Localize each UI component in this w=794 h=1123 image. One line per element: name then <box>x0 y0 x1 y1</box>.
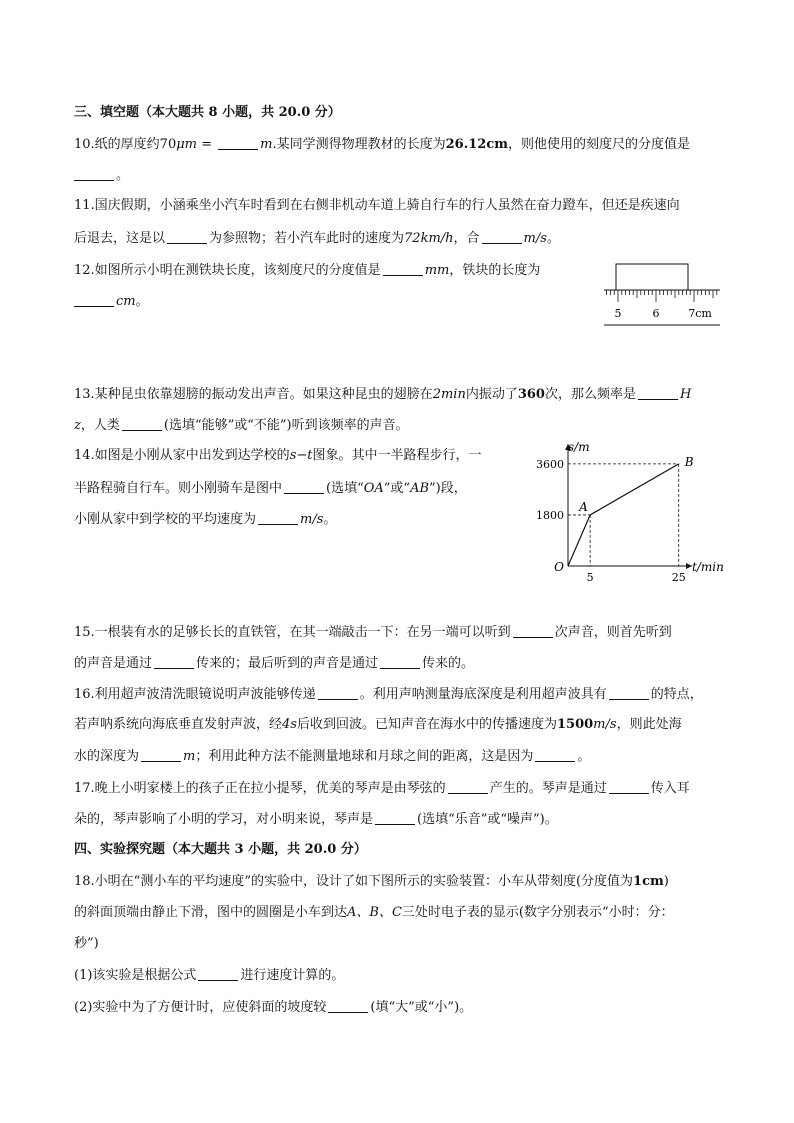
question-11-line-2 <box>74 229 560 248</box>
point-label-a: A <box>579 499 588 514</box>
q18-blank-1[interactable] <box>198 966 238 981</box>
q16-speed: 1500 <box>556 717 594 732</box>
q15-blank-1[interactable] <box>513 623 553 638</box>
question-16-line-2 <box>74 716 682 734</box>
q13-text-e: 次，那么频率是 <box>544 387 636 402</box>
q14-blank-1[interactable] <box>284 479 324 494</box>
q16-blank-1[interactable] <box>318 685 358 700</box>
question-18-sub-1 <box>74 966 344 985</box>
q18-text-2c: 三处时电子表的显示(数字分别表示“小时：分： <box>401 905 674 920</box>
question-17-line-2 <box>74 810 558 829</box>
q16-text-2c: 后收到回波。已知声音在海水中的传播速度为 <box>296 717 557 732</box>
iron-block <box>616 264 688 290</box>
q16-blank-2[interactable] <box>609 685 649 700</box>
q13-text-c: 内振动了 <box>465 387 518 402</box>
q14-ab: AB <box>410 481 430 496</box>
q16-end: 。 <box>577 749 591 764</box>
question-13-line-2 <box>74 416 409 435</box>
section-fill-blank-heading: 三、填空题（本大题共 8 小题，共 20.0 分） <box>74 105 341 120</box>
q15-text-2c: 传来的。 <box>422 656 475 671</box>
question-11-line-1: 11.国庆假期，小涵乘坐小汽车时看到在右侧非机动车道上骑自行车的行人虽然在奋力蹬车，但还是疾速向 <box>74 198 680 213</box>
q14-unit: m/s <box>300 512 324 527</box>
q17-text-2a: 朵的，琴声影响了小明的学习，对小明来说，琴声是 <box>74 812 374 827</box>
q14-text-2a: 半路程骑自行车。则小刚骑车是图中 <box>74 481 283 496</box>
q12-blank-1[interactable] <box>383 261 423 276</box>
question-18-line-2 <box>74 904 674 922</box>
y-tick-3600: 3600 <box>536 457 564 471</box>
q10-length-value: 26.12cm <box>445 137 509 152</box>
q15-blank-2[interactable] <box>154 654 194 669</box>
q12-end: 。 <box>135 294 149 309</box>
question-16-line-3 <box>74 747 590 766</box>
q11-text-d: ，合 <box>453 231 480 246</box>
q17-blank-2[interactable] <box>609 779 649 794</box>
q16-text-2f: ，则此处海 <box>616 717 682 732</box>
q13-count: 360 <box>517 387 545 402</box>
q16-unit-m: m <box>183 749 196 764</box>
q18-text-a: 18.小明在“测小车的平均速度”的实验中，设计了如下图所示的实验装置：小车从带刻度(分度值为 <box>74 874 634 889</box>
q13-unit-h: H <box>680 387 692 402</box>
ruler-label-7cm: 7cm <box>688 307 712 320</box>
q12-unit-mm: mm <box>424 263 450 278</box>
q16-text-b: 。利用声呐测量海底深度是利用超声波具有 <box>359 687 607 702</box>
q18-text-c: ) <box>663 874 669 889</box>
q18-s2-text-a: (2)实验中为了方便计时，应使斜面的坡度较 <box>74 1000 327 1015</box>
q11-text-b: 为参照物；若小汽车此时的速度为 <box>209 231 405 246</box>
segment-ab <box>590 464 679 515</box>
q10-text-3: ，则他使用的刻度尺的分度值是 <box>508 137 691 152</box>
question-14-line-3 <box>74 510 336 529</box>
q11-speed: 72km/h <box>404 231 454 246</box>
q16-text-3a: 水的深度为 <box>74 749 140 764</box>
q14-oa: OA <box>363 481 384 496</box>
question-10-line-2 <box>74 166 129 185</box>
q14-text-c: 图象。其中一半路程步行，一 <box>312 448 482 463</box>
q15-text-2b: 传来的；最后听到的声音是通过 <box>196 656 379 671</box>
q12-text-a: 12.如图所示小明在测铁块长度，该刻度尺的分度值是 <box>74 263 381 278</box>
q10-blank-2[interactable] <box>74 166 114 181</box>
q18-division: 1cm <box>633 874 664 889</box>
origin-label: O <box>554 560 564 574</box>
q11-blank-2[interactable] <box>482 229 522 244</box>
q18-text-2a: 的斜面顶端由静止下滑，图中的圆圈是小车到达 <box>74 905 348 920</box>
q12-blank-2[interactable] <box>74 292 114 307</box>
q15-text-a: 15.一根装有水的足够长长的直铁管，在其一端敲击一下：在另一端可以听到 <box>74 625 511 640</box>
q14-text-2f: ”)段， <box>429 481 467 496</box>
q10-text-2: 某同学测得物理教材的长度为 <box>276 137 446 152</box>
question-10-line-1 <box>74 135 690 154</box>
question-18-line-1 <box>74 873 669 891</box>
q10-blank-1[interactable] <box>218 135 258 150</box>
q17-text-a: 17.晚上小明家楼上的孩子正在拉小提琴，优美的琴声是由琴弦的 <box>74 781 446 796</box>
q14-text-2b: (选填“ <box>326 481 364 496</box>
q17-blank-3[interactable] <box>375 810 415 825</box>
q13-blank-1[interactable] <box>638 385 678 400</box>
q16-text-3c: ；利用此种方法不能测量地球和月球之间的距离，这是因为 <box>195 749 534 764</box>
q14-end: 。 <box>323 512 337 527</box>
ruler-ticks <box>607 290 717 302</box>
q10-end: 。 <box>116 168 130 183</box>
q15-blank-3[interactable] <box>380 654 420 669</box>
q15-text-2a: 的声音是通过 <box>74 656 153 671</box>
q16-text-a: 16.利用超声波清洗眼镜说明声波能够传递 <box>74 687 316 702</box>
ruler-figure <box>600 258 724 330</box>
q17-blank-1[interactable] <box>448 779 488 794</box>
q13-time: 2min <box>432 387 466 402</box>
y-axis-label: s/m <box>568 440 590 454</box>
q14-st: s−t <box>289 448 313 463</box>
q13-text-a: 13.某种昆虫依靠翅膀的振动发出声音。如果这种昆虫的翅膀在 <box>74 387 433 402</box>
q17-text-2b: (选填“乐音”或“噪声”)。 <box>417 812 558 827</box>
q18-s1-text-a: (1)该实验是根据公式 <box>74 968 197 983</box>
q18-points: A、B、C <box>347 905 402 920</box>
q11-end: 。 <box>546 231 560 246</box>
q16-unit: m/s <box>593 717 617 732</box>
question-17-line-1 <box>74 779 690 798</box>
question-15-line-2 <box>74 654 474 673</box>
q14-text-a: 14.如图是小刚从家中出发到达学校的 <box>74 448 290 463</box>
x-axis-label: t/min <box>692 560 724 574</box>
q18-blank-2[interactable] <box>328 998 368 1013</box>
q15-text-b: 次声音，则首先听到 <box>554 625 672 640</box>
q14-text-2d: ”或“ <box>383 481 411 496</box>
question-15-line-1 <box>74 623 672 642</box>
ruler-label-5: 5 <box>614 307 622 320</box>
chart-marks <box>568 464 679 566</box>
x-tick-25: 25 <box>671 571 686 584</box>
q18-s2-text-b: (填“大”或“小”)。 <box>370 1000 473 1015</box>
q17-text-b: 产生的。琴声是通过 <box>489 781 607 796</box>
ruler-label-6: 6 <box>652 307 660 320</box>
question-18-line-3: 秒”) <box>74 936 99 951</box>
q16-time: 4s <box>282 717 297 732</box>
q13-blank-2[interactable] <box>122 416 162 431</box>
q14-blank-2[interactable] <box>258 510 298 525</box>
q16-blank-4[interactable] <box>535 747 575 762</box>
q11-text-a: 后退去，这是以 <box>74 231 166 246</box>
q18-s1-text-b: 进行速度计算的。 <box>240 968 345 983</box>
x-tick-5: 5 <box>586 571 594 584</box>
q10-unit-um: μm = <box>176 137 217 152</box>
q16-text-2a: 若声呐系统向海底垂直发射声波，经 <box>74 717 283 732</box>
s-t-graph <box>526 440 726 584</box>
question-14-line-2 <box>74 479 467 498</box>
y-tick-1800: 1800 <box>536 508 564 522</box>
q13-text-b: ，人类 <box>80 418 120 433</box>
q14-text-3a: 小刚从家中到学校的平均速度为 <box>74 512 257 527</box>
question-18-sub-2 <box>74 998 472 1017</box>
q11-blank-1[interactable] <box>167 229 207 244</box>
point-label-b: B <box>684 454 694 469</box>
q16-blank-3[interactable] <box>141 747 181 762</box>
question-12-line-2 <box>74 292 149 311</box>
q10-text: 10.纸的厚度约70 <box>74 137 177 152</box>
question-13-line-1 <box>74 385 691 404</box>
q13-text-c2: (选填“能够”或“不能”)听到该频率的声音。 <box>163 418 409 433</box>
q12-text-c: ，铁块的长度为 <box>449 263 541 278</box>
q12-unit-cm: cm <box>116 294 136 309</box>
q13-unit-z: z <box>74 418 81 433</box>
q10-unit-m: m. <box>260 137 277 152</box>
question-12-line-1 <box>74 261 540 280</box>
q16-text-c: 的特点， <box>650 687 703 702</box>
question-16-line-1 <box>74 685 703 704</box>
section-experiment-heading: 四、实验探究题（本大题共 3 小题，共 20.0 分） <box>74 842 367 857</box>
q11-unit: m/s <box>523 231 547 246</box>
question-14-line-1 <box>74 447 482 465</box>
segment-oa <box>568 515 590 566</box>
q17-text-c: 传入耳 <box>650 781 690 796</box>
